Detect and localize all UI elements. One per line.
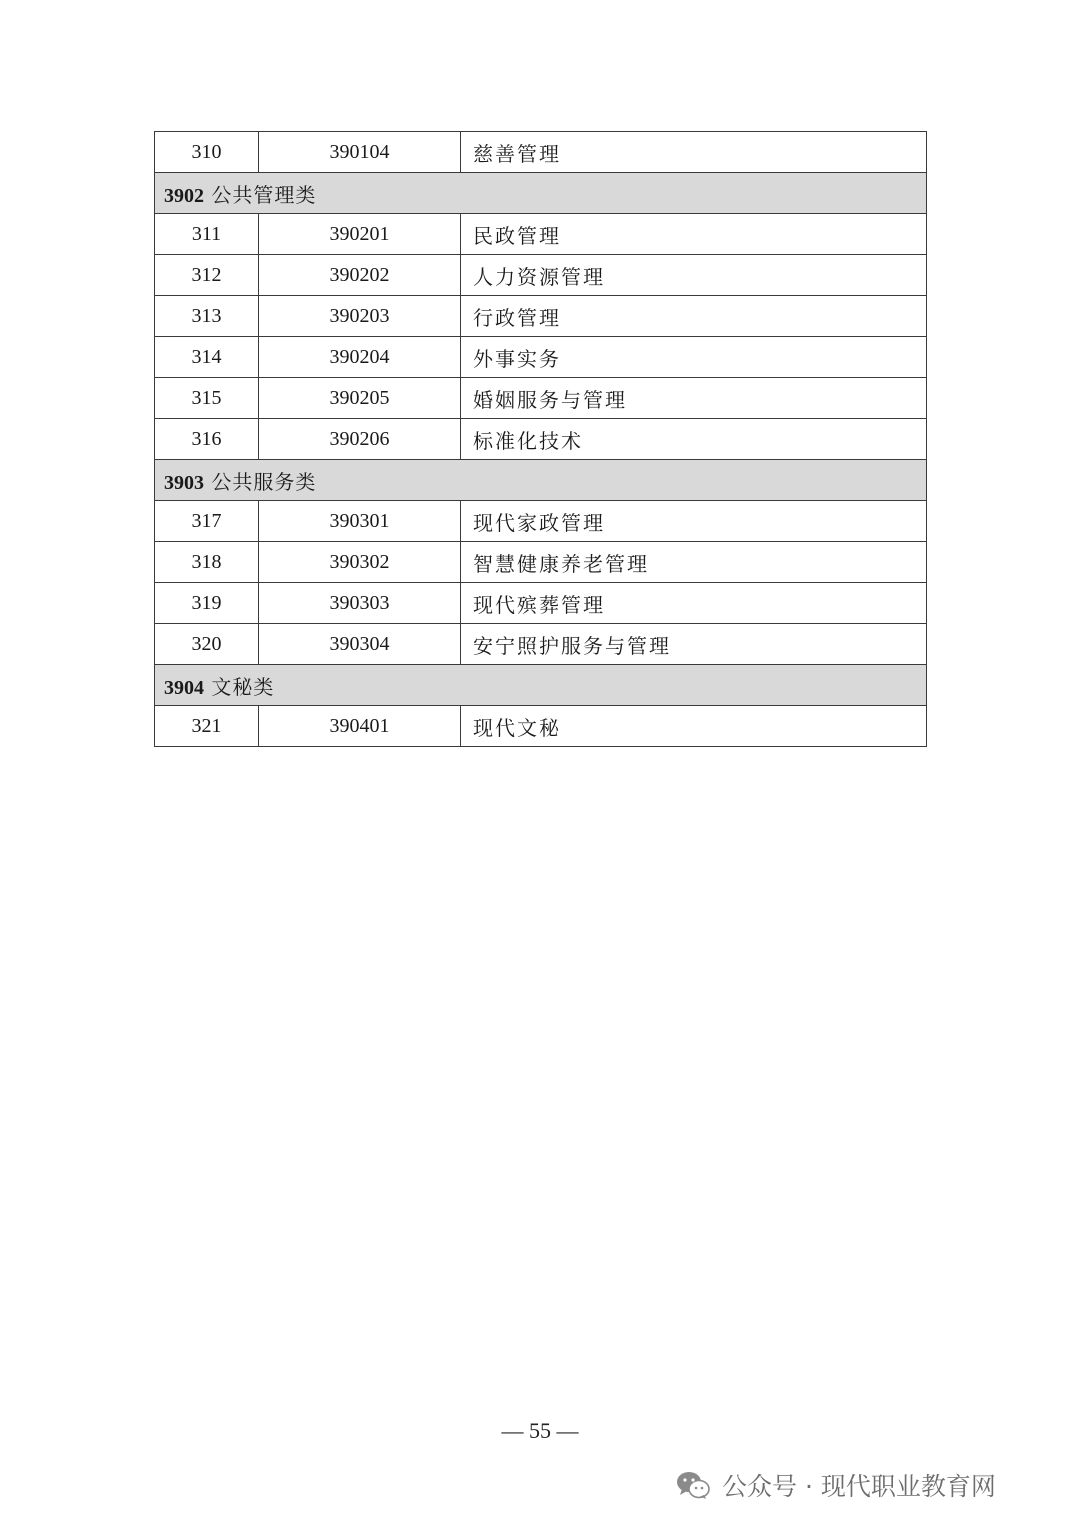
seq-cell: 318 — [155, 542, 259, 583]
table-row — [155, 624, 927, 665]
table-row — [155, 378, 927, 419]
code-cell: 390401 — [259, 706, 461, 747]
table-row — [155, 501, 927, 542]
category-cell — [155, 665, 927, 706]
table-row — [155, 255, 927, 296]
table-row — [155, 296, 927, 337]
code-cell: 390203 — [259, 296, 461, 337]
seq-cell: 313 — [155, 296, 259, 337]
major-name-cell: 民政管理 — [461, 214, 927, 255]
code-cell: 390202 — [259, 255, 461, 296]
table-row — [155, 337, 927, 378]
major-name-cell: 安宁照护服务与管理 — [461, 624, 927, 665]
major-list-table — [154, 131, 927, 747]
table-row — [155, 214, 927, 255]
major-name-cell: 婚姻服务与管理 — [461, 378, 927, 419]
category-name: 公共服务类 — [211, 469, 317, 494]
major-name-cell: 现代殡葬管理 — [461, 583, 927, 624]
category-row — [155, 460, 927, 501]
code-cell: 390204 — [259, 337, 461, 378]
seq-cell: 311 — [155, 214, 259, 255]
table-row — [155, 542, 927, 583]
category-cell — [155, 460, 927, 501]
category-code: 3902 — [164, 184, 204, 207]
major-name-cell: 标准化技术 — [461, 419, 927, 460]
page-number: — 55 — — [501, 1418, 579, 1443]
table-body — [155, 132, 927, 747]
table-row — [155, 419, 927, 460]
category-code: 3904 — [164, 676, 204, 699]
major-name-cell: 行政管理 — [461, 296, 927, 337]
seq-cell: 317 — [155, 501, 259, 542]
code-cell: 390304 — [259, 624, 461, 665]
seq-cell: 315 — [155, 378, 259, 419]
table-row — [155, 583, 927, 624]
seq-cell: 316 — [155, 419, 259, 460]
seq-cell: 310 — [155, 132, 259, 173]
category-row — [155, 173, 927, 214]
seq-cell: 319 — [155, 583, 259, 624]
seq-cell: 314 — [155, 337, 259, 378]
major-name-cell: 人力资源管理 — [461, 255, 927, 296]
major-name-cell: 智慧健康养老管理 — [461, 542, 927, 583]
seq-cell: 320 — [155, 624, 259, 665]
major-name-cell: 现代文秘 — [461, 706, 927, 747]
code-cell: 390201 — [259, 214, 461, 255]
wechat-icon — [676, 1470, 710, 1500]
watermark-text: 公众号 · 现代职业教育网 — [722, 1472, 996, 1501]
code-cell: 390205 — [259, 378, 461, 419]
table-row — [155, 706, 927, 747]
category-name: 文秘类 — [211, 674, 275, 699]
code-cell: 390206 — [259, 419, 461, 460]
watermark — [676, 1468, 996, 1502]
table-row — [155, 132, 927, 173]
major-name-cell: 外事实务 — [461, 337, 927, 378]
code-cell: 390104 — [259, 132, 461, 173]
seq-cell: 321 — [155, 706, 259, 747]
major-name-cell: 现代家政管理 — [461, 501, 927, 542]
code-cell: 390303 — [259, 583, 461, 624]
code-cell: 390302 — [259, 542, 461, 583]
category-name: 公共管理类 — [211, 182, 317, 207]
category-code: 3903 — [164, 471, 204, 494]
code-cell: 390301 — [259, 501, 461, 542]
category-row — [155, 665, 927, 706]
seq-cell: 312 — [155, 255, 259, 296]
category-cell — [155, 173, 927, 214]
major-name-cell: 慈善管理 — [461, 132, 927, 173]
